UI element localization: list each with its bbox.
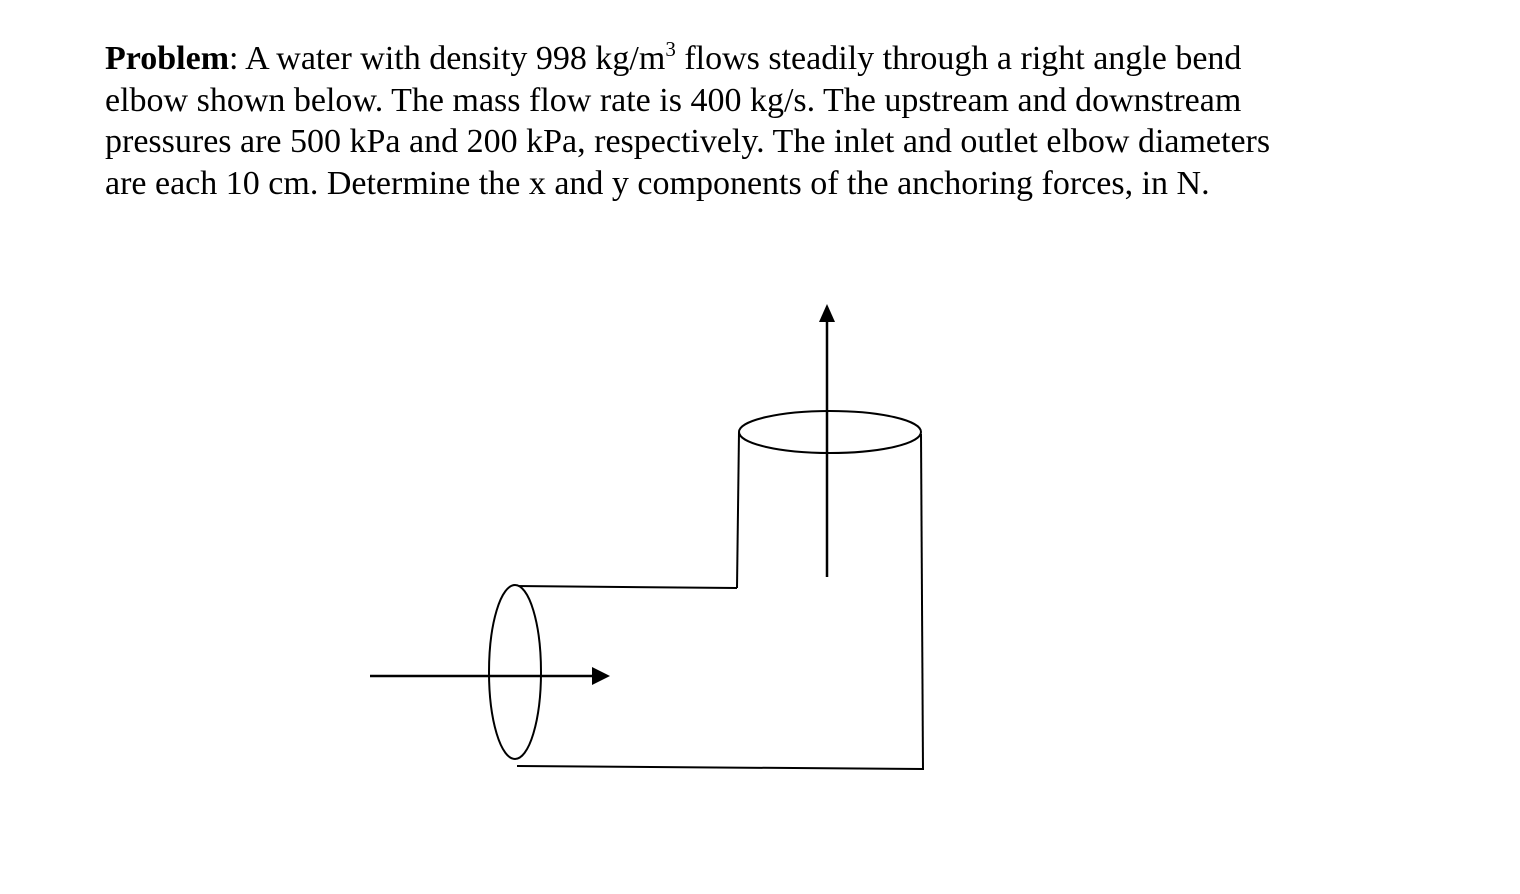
problem-label: Problem xyxy=(105,40,230,77)
pipe-bottom-edge xyxy=(517,766,923,769)
inlet-pipe-top-edge xyxy=(515,586,737,588)
problem-line-4: are each 10 cm. Determine the x and y components of the anchoring forces, in N. xyxy=(105,164,1210,202)
cubic-superscript: 3 xyxy=(665,37,676,61)
problem-line-3: pressures are 500 kPa and 200 kPa, respectively. The inlet and outlet elbow diameters xyxy=(105,123,1271,160)
problem-line-2: elbow shown below. The mass flow rate is 400 kg/s. The upstream and downstream xyxy=(105,81,1242,119)
outlet-pipe-right-edge xyxy=(921,434,923,770)
problem-line-1-text: : A water with density 998 kg/m xyxy=(229,40,666,77)
inlet-cross-section xyxy=(489,585,541,759)
outlet-cross-section xyxy=(739,411,921,453)
outlet-pipe-left-edge xyxy=(737,432,739,588)
problem-line-1-end: flows steadily through a right angle bend xyxy=(675,40,1242,77)
